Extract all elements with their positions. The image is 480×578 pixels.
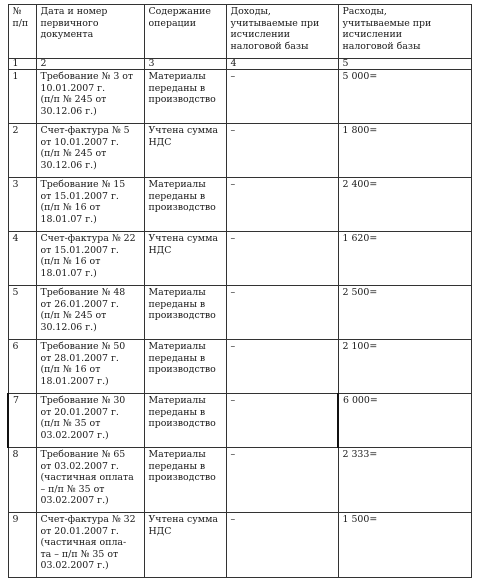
- income-cell-text: –: [230, 125, 236, 136]
- document-cell-text: Требование № 3 от 10.01.2007 г. (п/п № 245 от 30.12.06 г.): [40, 71, 134, 117]
- row-number: [8, 286, 36, 340]
- column-number: 5: [338, 59, 471, 70]
- row-number: [8, 448, 36, 513]
- income-cell-text: –: [230, 514, 236, 525]
- document-cell-text: Счет-фактура № 5 от 10.01.2007 г. (п/п № 245 от 30.12.06 г.): [40, 125, 130, 171]
- income-cell: [226, 286, 338, 340]
- table-row: [8, 286, 471, 340]
- operation-cell: [144, 232, 226, 286]
- operation-cell-text: Учтена сумма НДС: [148, 233, 218, 256]
- row-number-text: 5: [12, 287, 19, 298]
- row-number: [8, 232, 36, 286]
- income-cell: [226, 513, 338, 578]
- expense-cell-text: 2 500=: [342, 287, 378, 298]
- expense-cell: [338, 286, 471, 340]
- header-expense: Расходы, учитываемые при исчислении налоговой базы: [338, 5, 471, 59]
- document-cell: [36, 124, 144, 178]
- operation-cell-text: Учтена сумма НДС: [148, 514, 218, 537]
- row-number: [8, 124, 36, 178]
- operation-cell: [144, 513, 226, 578]
- operation-cell-text: Материалы переданы в производство: [148, 449, 216, 483]
- ledger-table: [7, 4, 472, 578]
- table-row: [8, 232, 471, 286]
- document-cell: [36, 70, 144, 124]
- header-operation: Содержание операции: [144, 5, 226, 59]
- row-number-text: 2: [12, 125, 19, 136]
- expense-cell-text: 2 333=: [342, 449, 378, 460]
- income-cell-text: –: [230, 233, 236, 244]
- income-cell: [226, 340, 338, 394]
- document-cell-text: Требование № 48 от 26.01.2007 г. (п/п № 245 от 30.12.06 г.): [40, 287, 126, 333]
- operation-cell-text: Материалы переданы в производство: [148, 287, 216, 321]
- document-cell-text: Требование № 15 от 15.01.2007 г. (п/п № 16 от 18.01.07 г.): [40, 179, 126, 225]
- header-document: Дата и номер первичного документа: [36, 5, 144, 59]
- income-cell-text: –: [230, 179, 236, 190]
- document-cell: [36, 178, 144, 232]
- table-row: [8, 394, 471, 448]
- income-cell-text: –: [230, 287, 236, 298]
- operation-cell-text: Материалы переданы в производство: [148, 341, 216, 375]
- header-num: № п/п: [8, 5, 36, 59]
- operation-cell: [144, 394, 226, 448]
- expense-cell: [338, 124, 471, 178]
- operation-cell-text: Материалы переданы в производство: [148, 179, 216, 213]
- document-cell: [36, 340, 144, 394]
- income-cell: [226, 178, 338, 232]
- operation-cell: [144, 286, 226, 340]
- row-number-text: 3: [12, 179, 19, 190]
- operation-cell: [144, 124, 226, 178]
- expense-cell-text: 1 500=: [342, 514, 378, 525]
- expense-cell: [338, 448, 471, 513]
- operation-cell-text: Материалы переданы в производство: [148, 395, 216, 429]
- income-cell: [226, 394, 338, 448]
- income-cell: [226, 70, 338, 124]
- row-number: [8, 178, 36, 232]
- row-number: [8, 394, 36, 448]
- table-row: [8, 178, 471, 232]
- column-number-row: [8, 59, 471, 70]
- expense-cell: [338, 232, 471, 286]
- expense-cell-text: 1 800=: [342, 125, 378, 136]
- document-cell-text: Счет-фактура № 22 от 15.01.2007 г. (п/п № 16 от 18.01.07 г.): [40, 233, 136, 279]
- document-cell: [36, 513, 144, 578]
- document-cell: [36, 232, 144, 286]
- row-number-text: 7: [13, 395, 19, 406]
- expense-cell-text: 2 100=: [342, 341, 378, 352]
- row-number: [8, 513, 36, 578]
- document-cell-text: Требование № 30 от 20.01.2007 г. (п/п № 35 от 03.02.2007 г.): [40, 395, 126, 441]
- row-number-text: 9: [12, 514, 19, 525]
- expense-cell-text: 1 620=: [342, 233, 378, 244]
- expense-cell: [338, 178, 471, 232]
- expense-cell: [338, 340, 471, 394]
- operation-cell-text: Учтена сумма НДС: [148, 125, 218, 148]
- operation-cell: [144, 448, 226, 513]
- operation-cell: [144, 70, 226, 124]
- document-cell-text: Требование № 65 от 03.02.2007 г. (частичная оплата – п/п № 35 от 03.02.2007 г.): [40, 449, 134, 506]
- income-cell: [226, 124, 338, 178]
- row-number-text: 6: [12, 341, 19, 352]
- expense-cell-text: 6 000=: [343, 395, 378, 406]
- column-number: 4: [226, 59, 338, 70]
- income-cell-text: –: [230, 341, 236, 352]
- expense-cell-text: 2 400=: [342, 179, 378, 190]
- expense-cell: [338, 394, 471, 448]
- table-row: [8, 70, 471, 124]
- income-cell-text: –: [230, 71, 236, 82]
- header-row: [8, 5, 471, 59]
- income-cell: [226, 232, 338, 286]
- row-number: [8, 70, 36, 124]
- expense-cell-text: 5 000=: [342, 71, 378, 82]
- row-number-text: 1: [12, 71, 19, 82]
- document-cell: [36, 448, 144, 513]
- document-cell-text: Счет-фактура № 32 от 20.01.2007 г. (частичная опла- та – п/п № 35 от 03.02.2007 г.): [40, 514, 136, 571]
- row-number: [8, 340, 36, 394]
- expense-cell: [338, 513, 471, 578]
- income-cell: [226, 448, 338, 513]
- document-cell: [36, 394, 144, 448]
- operation-cell: [144, 178, 226, 232]
- document-cell-text: Требование № 50 от 28.01.2007 г. (п/п № 16 от 18.01.2007 г.): [40, 341, 126, 387]
- column-number: 2: [36, 59, 144, 70]
- row-number-text: 8: [12, 449, 19, 460]
- column-number: 3: [144, 59, 226, 70]
- table-row: [8, 448, 471, 513]
- income-cell-text: –: [230, 449, 236, 460]
- income-cell-text: –: [230, 395, 236, 406]
- column-number: 1: [8, 59, 36, 70]
- table-row: [8, 340, 471, 394]
- operation-cell-text: Материалы переданы в производство: [148, 71, 216, 105]
- table-body: [8, 70, 471, 578]
- expense-cell: [338, 70, 471, 124]
- row-number-text: 4: [12, 233, 19, 244]
- document-cell: [36, 286, 144, 340]
- table-row: [8, 513, 471, 578]
- header-income: Доходы, учитываемые при исчислении налоговой базы: [226, 5, 338, 59]
- table-row: [8, 124, 471, 178]
- operation-cell: [144, 340, 226, 394]
